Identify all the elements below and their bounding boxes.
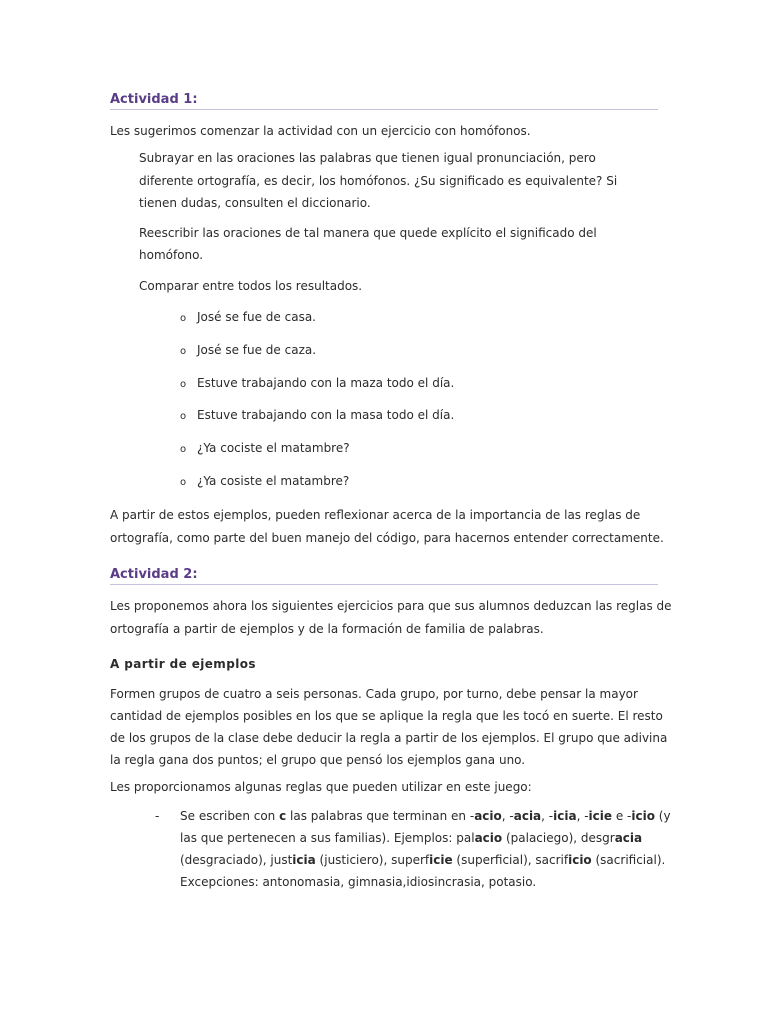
rule-text-segment: (palaciego), desgr xyxy=(502,831,615,845)
bullet-circle-icon: o xyxy=(180,313,187,324)
rule-text-segment: , - xyxy=(576,809,589,823)
sentence-4: Estuve trabajando con la masa todo el día. xyxy=(197,408,455,422)
game-line-4: la regla gana dos puntos; el grupo que pensó los ejemplos gana uno. xyxy=(110,753,526,767)
step-2-line-2: homófono. xyxy=(139,248,204,262)
subheading: A partir de ejemplos xyxy=(110,657,256,671)
sentence-5: ¿Ya cociste el matambre? xyxy=(197,441,350,455)
step-2-line-1: Reescribir las oraciones de tal manera que quede explícito el significado del xyxy=(139,226,597,240)
rule-text-segment: (desgraciado), just xyxy=(180,853,293,867)
activity-2-intro-line-2: ortografía a partir de ejemplos y de la formación de familia de palabras. xyxy=(110,622,544,636)
list-item xyxy=(180,343,316,357)
list-item xyxy=(180,310,316,324)
game-line-1: Formen grupos de cuatro a seis personas. Cada grupo, por turno, debe pensar la mayor xyxy=(110,687,638,701)
activity-2-intro-line-1: Les proponemos ahora los siguientes ejercicios para que sus alumnos deduzcan las reglas de xyxy=(110,599,672,613)
bullet-circle-icon: o xyxy=(180,477,187,488)
rule-text-segment: , - xyxy=(541,809,554,823)
activity-1-intro: Les sugerimos comenzar la actividad con un ejercicio con homófonos. xyxy=(110,124,531,138)
rule-text-segment: (y xyxy=(654,809,671,823)
rule-text-segment: las palabras que terminan en - xyxy=(286,809,475,823)
game-line-2: cantidad de ejemplos posibles en los que se aplique la regla que les tocó en suerte. El resto xyxy=(110,709,663,723)
rule-bold-segment: acia xyxy=(513,809,542,823)
sentence-1: José se fue de casa. xyxy=(197,310,316,324)
sentence-6: ¿Ya cosiste el matambre? xyxy=(197,474,350,488)
list-item xyxy=(180,474,349,488)
activity-1-heading: Actividad 1: xyxy=(110,92,658,110)
rule-bold-segment: icio xyxy=(568,853,592,867)
rule-bold-segment: acio xyxy=(474,831,503,845)
list-item xyxy=(180,376,454,390)
rule-bold-segment: icie xyxy=(588,809,613,823)
rule-text-segment: , - xyxy=(501,809,514,823)
rule-line-2 xyxy=(180,827,642,850)
conclusion-line-1: A partir de estos ejemplos, pueden reflexionar acerca de la importancia de las reglas de xyxy=(110,508,641,522)
rule-text-segment: las que pertenecen a sus familias). Ejemplos: pal xyxy=(180,831,475,845)
rule-line-1 xyxy=(180,805,671,828)
list-item xyxy=(180,441,350,455)
rule-text-segment: (superficial), sacrif xyxy=(452,853,569,867)
rule-bold-segment: c xyxy=(279,809,287,823)
step-1-line-1: Subrayar en las oraciones las palabras que tienen igual pronunciación, pero xyxy=(139,151,596,165)
rule-bold-segment: icia xyxy=(292,853,316,867)
dash-bullet-icon: - xyxy=(155,809,160,823)
bullet-circle-icon: o xyxy=(180,346,187,357)
rules-intro: Les proporcionamos algunas reglas que pueden utilizar en este juego: xyxy=(110,780,532,794)
rule-bold-segment: acia xyxy=(614,831,643,845)
list-item xyxy=(180,408,454,422)
rule-bold-segment: icia xyxy=(553,809,577,823)
bullet-circle-icon: o xyxy=(180,444,187,455)
rule-text-segment: e - xyxy=(612,809,632,823)
rule-text-segment: (sacrificial). xyxy=(591,853,666,867)
activity-2-heading: Actividad 2: xyxy=(110,567,658,585)
rule-bold-segment: acio xyxy=(474,809,502,823)
rule-text-segment: (justiciero), superf xyxy=(315,853,430,867)
sentence-3: Estuve trabajando con la maza todo el día. xyxy=(197,376,455,390)
rule-text-segment: Se escriben con xyxy=(180,809,280,823)
rule-line-4: Excepciones: antonomasia, gimnasia,idiosincrasia, potasio. xyxy=(180,875,537,889)
step-1-line-2: diferente ortografía, es decir, los homófonos. ¿Su significado es equivalente? Si xyxy=(139,174,618,188)
conclusion-line-2: ortografía, como parte del buen manejo del código, para hacernos entender correctamente. xyxy=(110,531,664,545)
game-line-3: de los grupos de la clase debe deducir la regla a partir de los ejemplos. El grupo que adivina xyxy=(110,731,668,745)
rule-bold-segment: icio xyxy=(631,809,655,823)
rule-bold-segment: icie xyxy=(429,853,453,867)
bullet-circle-icon: o xyxy=(180,379,187,390)
sentence-2: José se fue de caza. xyxy=(197,343,317,357)
bullet-circle-icon: o xyxy=(180,411,187,422)
step-3: Comparar entre todos los resultados. xyxy=(139,279,363,293)
step-1-line-3: tienen dudas, consulten el diccionario. xyxy=(139,196,371,210)
rule-line-3 xyxy=(180,849,665,872)
